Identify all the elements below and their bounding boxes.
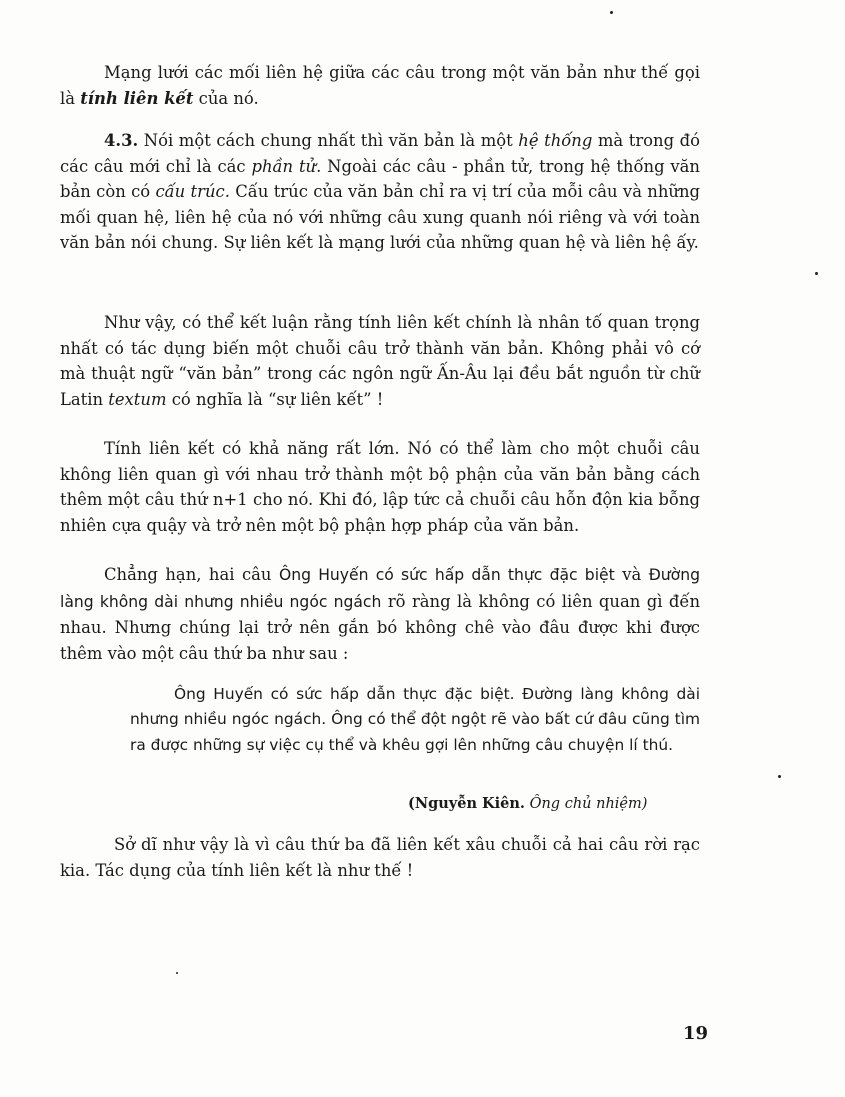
p1-text-c: của nó. <box>193 88 259 108</box>
p3-text-a: Như vậy, có thể kết luận rằng tính liên kết chính là nhân tố quan trọng nhất có tác dụng biến một chuỗi câu trở thành văn bản. Không phải vô cớ mà thuật ngữ “văn bản” trong các ngôn ngữ Ấn-Âu lại đều bắt nguồn từ chữ Latin <box>60 313 700 409</box>
p2-text-e: Ngoài các câu - phần tử, trong hệ thống văn bản còn có <box>60 156 700 202</box>
quotation-block: Ông Huyến có sức hấp dẫn thực đặc biệt. Đường làng không dài nhưng nhiều ngóc ngách. Ông có thể đột ngột rẽ vào bất cứ đâu cũng tìm ra được những sự việc cụ thể và khêu gợi lên những câu chuyện lí thú. <box>130 685 700 754</box>
p2-term-element: phần tử. <box>251 156 322 176</box>
scan-speck <box>610 11 613 14</box>
paragraph-cohesion-power <box>60 436 700 538</box>
quote-work: Ông chủ nhiệm) <box>524 796 648 812</box>
p5-text-c: và <box>614 565 649 584</box>
p5-text-a: Chẳng hạn, hai câu <box>104 565 279 584</box>
p2-term-structure: cấu trúc. <box>155 182 230 202</box>
paragraph-4-3 <box>60 128 700 256</box>
quotation-source <box>408 791 647 818</box>
scan-speck <box>815 272 818 275</box>
p6-text: Sở dĩ như vậy là vì câu thứ ba đã liên kết xâu chuỗi cả hai câu rời rạc kia. Tác dụng của tính liên kết là như thế ! <box>60 835 700 880</box>
paragraph-explanation <box>60 832 700 883</box>
paragraph-cohesion-definition <box>60 60 700 111</box>
p5-text-e: rõ ràng là không có liên quan gì đến nhau. Nhưng chúng lại trở nên gắn bó không chê vào đâu được khi được thêm vào một câu thứ ba như sau : <box>60 591 701 663</box>
p1-text-a: Mạng lưới các mối liên hệ giữa các câu trong một văn bản như thế gọi là <box>60 63 700 108</box>
p2-text-c: mà trong đó các câu mới chỉ là các <box>60 131 700 176</box>
scan-speck <box>176 972 178 974</box>
p3-term-textum: textum <box>108 389 167 409</box>
p2-term-system: hệ thống <box>518 131 593 150</box>
p2-text-g: Cấu trúc của văn bản chỉ ra vị trí của mỗi câu và những mối quan hệ, liên hệ của nó với những câu xung quanh nói riêng và với toàn văn bản nói chung. Sự liên kết là mạng lưới của những quan hệ và liên hệ ấy. <box>60 182 701 253</box>
p4-text: Tính liên kết có khả năng rất lớn. Nó có thể làm cho một chuỗi câu không liên quan gì với nhau trở thành một bộ phận của văn bản bằng cách thêm một câu thứ n+1 cho nó. Khi đó, lập tức cả chuỗi câu hỗn độn kia bỗng nhiên cựa quậy và trở nên một bộ phận hợp pháp của văn bản. <box>60 439 700 535</box>
p5-example-sentence-1: Ông Huyến có sức hấp dẫn thực đặc biệt <box>278 566 615 584</box>
p1-term-cohesion: tính liên kết <box>80 88 194 108</box>
section-number: 4.3. <box>104 131 139 150</box>
p3-text-c: có nghĩa là “sự liên kết” ! <box>166 389 384 409</box>
scan-speck <box>778 775 781 778</box>
paragraph-example <box>60 562 700 666</box>
p5-example-sentence-2: Đường làng không dài nhưng nhiều ngóc ngách <box>60 566 700 611</box>
page-number: 19 <box>683 1023 709 1044</box>
paragraph-conclusion <box>60 310 700 412</box>
quote-author: (Nguyễn Kiên. <box>408 795 525 812</box>
p2-text-a: Nói một cách chung nhất thì văn bản là một <box>138 131 519 150</box>
